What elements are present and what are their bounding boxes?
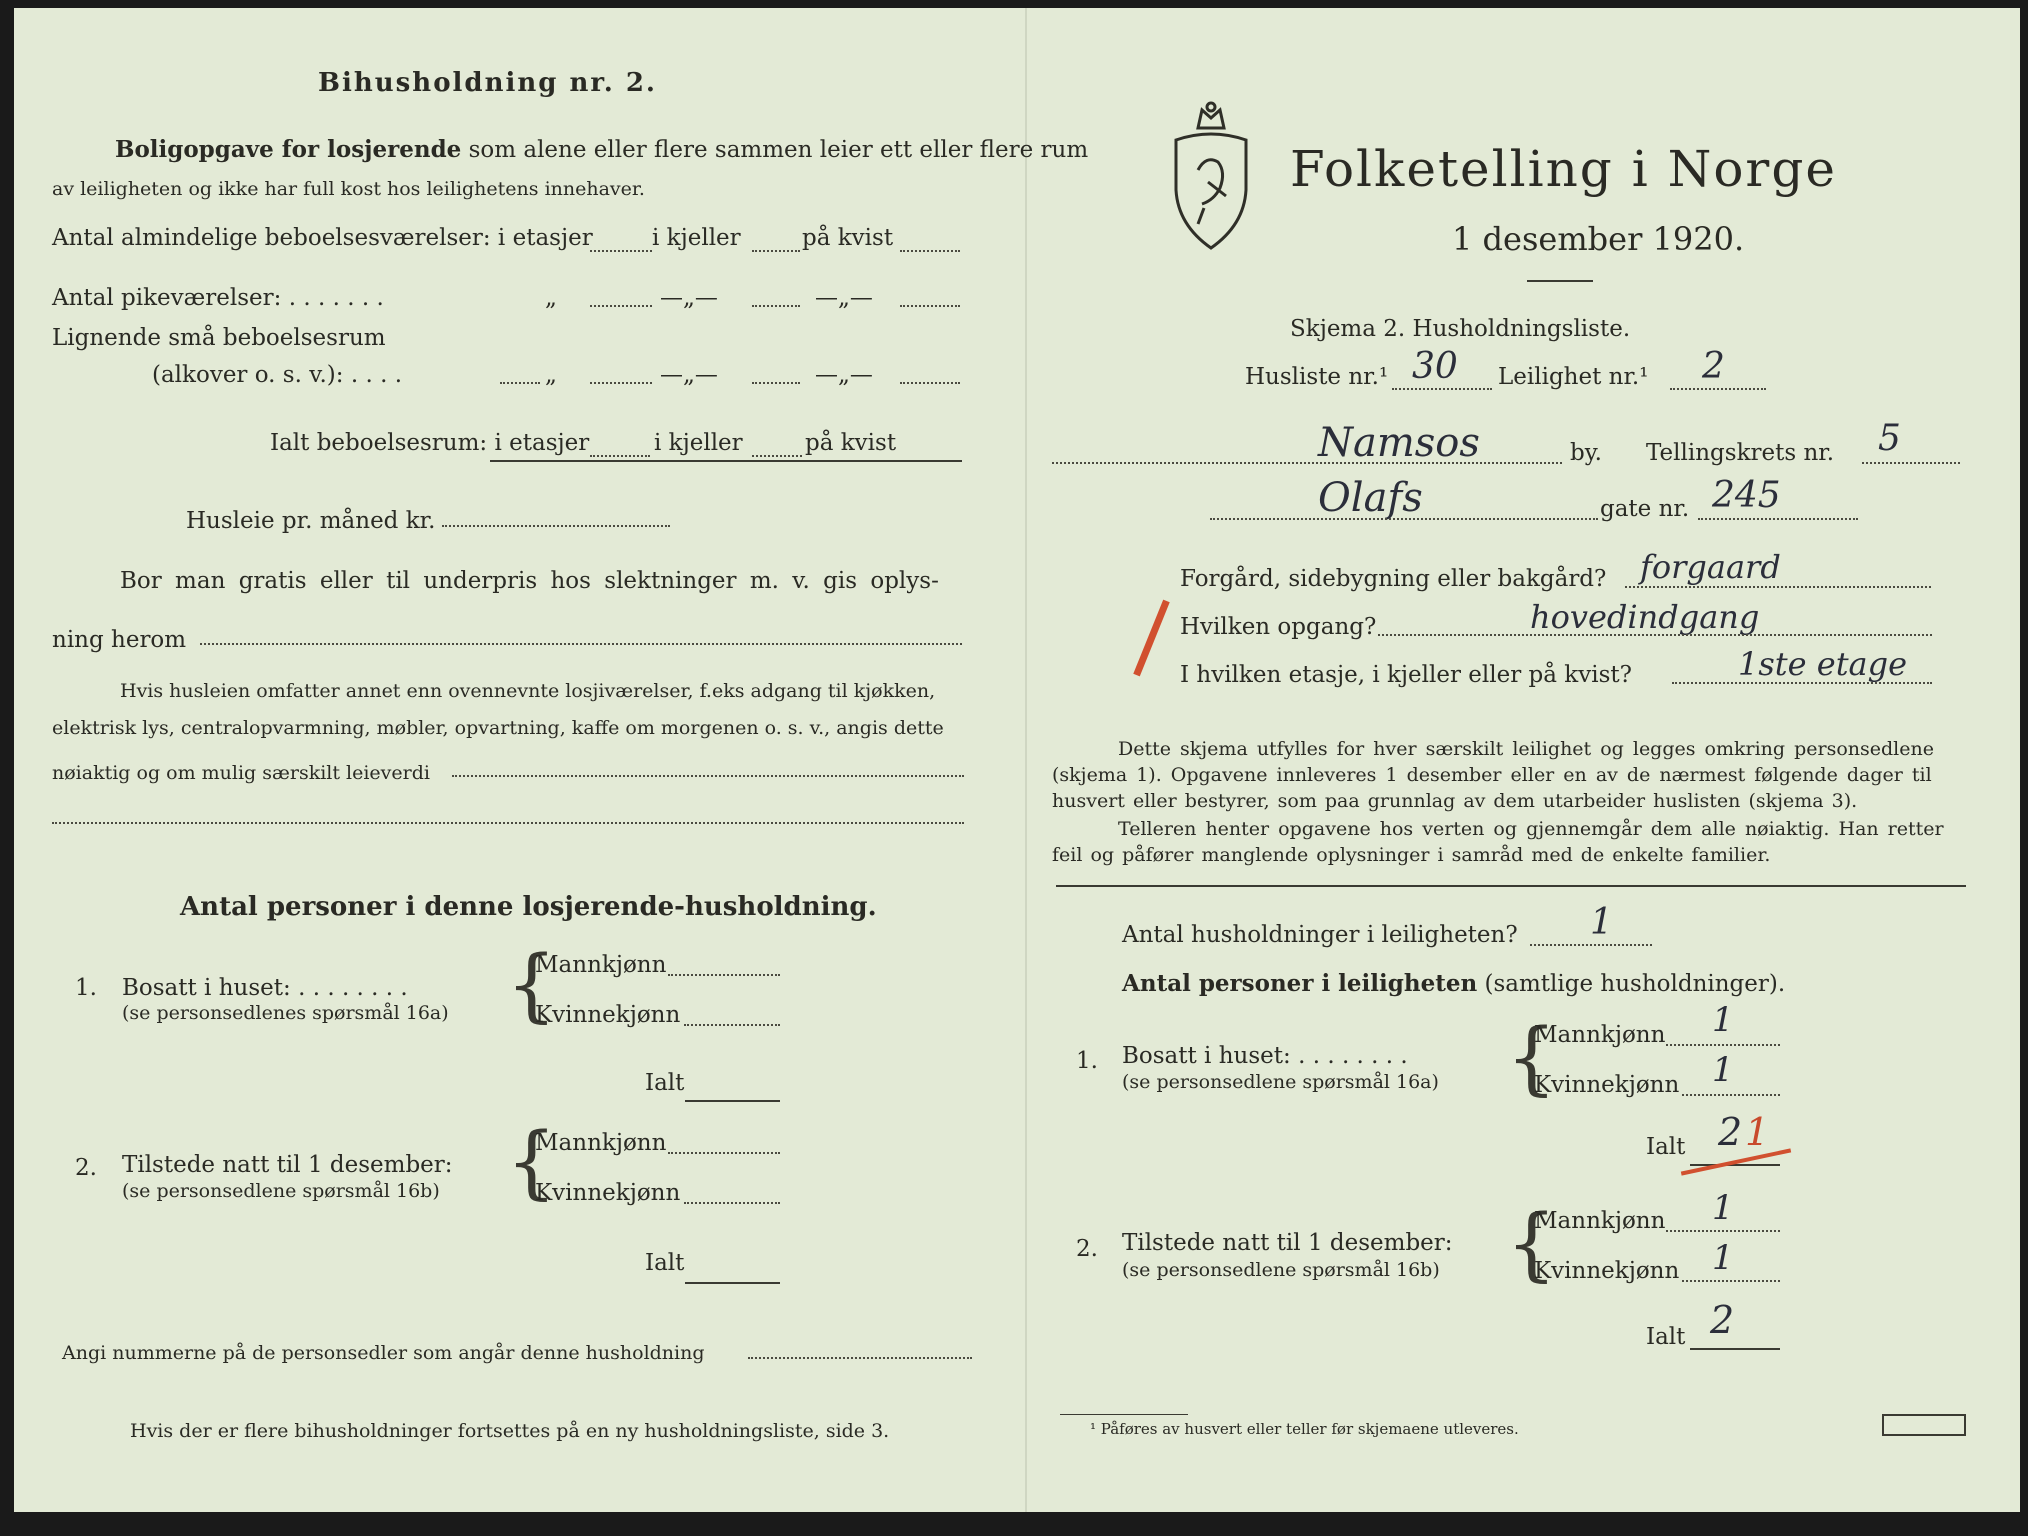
gate-nr-field (1698, 518, 1858, 520)
lign-label-1: Lignende små beboelsesrum (52, 325, 386, 351)
lign-label-2: (alkover o. s. v.): . . . . (152, 362, 403, 388)
opgang-field (1378, 634, 1932, 636)
lign-lead-field[interactable] (500, 382, 540, 384)
left-bosatt-ialt-label: Ialt (645, 1070, 685, 1096)
by-value[interactable]: Namsos (1318, 420, 1480, 466)
hvis-line-3: nøiaktig og om mulig særskilt leieverdi (52, 762, 430, 784)
lign-etasjer-field[interactable] (590, 382, 652, 384)
left-tilstede-label: Tilstede natt til 1 desember: (122, 1152, 453, 1178)
intro-line-2: av leiligheten og ikke har full kost hos leilighetens innehaver. (52, 178, 645, 200)
left-tilstede-mann-field[interactable] (668, 1152, 780, 1154)
husliste-value[interactable]: 30 (1412, 346, 1458, 387)
husliste-field (1392, 388, 1492, 390)
right-bosatt-ialt-label: Ialt (1646, 1134, 1686, 1160)
page-fold (1025, 8, 1027, 1512)
right-date: 1 desember 1920. (1452, 220, 1745, 258)
opgang-label: Hvilken opgang? (1180, 614, 1377, 640)
right-bosatt-label: Bosatt i huset: . . . . . . . . (1122, 1043, 1408, 1069)
right-tilstede-kvinne-value[interactable]: 1 (1712, 1238, 1734, 1278)
pike-etasjer-field[interactable] (590, 305, 652, 307)
right-title: Folketelling i Norge (1290, 140, 1837, 198)
left-tilstede-ialt-label: Ialt (645, 1250, 685, 1276)
left-tilstede-kvinne-label: Kvinnekjønn (535, 1180, 681, 1206)
by-label: by. (1570, 440, 1602, 466)
krets-value[interactable]: 5 (1878, 418, 1901, 459)
leilighet-label: Leilighet nr.¹ (1498, 364, 1649, 390)
right-bosatt-kvinne-field (1682, 1094, 1780, 1096)
antal-alm-label: Antal almindelige beboelsesværelser: i etasjer (52, 225, 593, 251)
right-bosatt-ialt-value[interactable]: 2 (1718, 1110, 1743, 1154)
pike-ditto: „ (545, 285, 557, 311)
husliste-label: Husliste nr.¹ (1245, 364, 1389, 390)
info-line-5: feil og påfører manglende oplysninger i samråd med de enkelte familier. (1052, 844, 1771, 866)
antal-pers-line (1122, 970, 1785, 997)
footnote-rule (1060, 1414, 1188, 1415)
left-bosatt-label: Bosatt i huset: . . . . . . . . (122, 975, 408, 1001)
antal-hush-field (1530, 944, 1652, 946)
right-tilstede-ialt-label: Ialt (1646, 1324, 1686, 1350)
etasje-field (1672, 682, 1932, 684)
intro-bold: Boligopgave for losjerende (115, 136, 462, 163)
right-tilstede-kvinne-label: Kvinnekjønn (1534, 1258, 1680, 1284)
bor-field[interactable] (200, 643, 962, 645)
printer-stamp-box (1882, 1414, 1966, 1436)
alm-kvist-field[interactable] (900, 250, 960, 252)
alm-kvist-label: på kvist (802, 225, 894, 251)
by-field (1052, 462, 1562, 464)
intro-line-1 (115, 136, 1088, 163)
right-bosatt-num: 1. (1076, 1048, 1098, 1074)
angi-field[interactable] (748, 1357, 972, 1359)
info-line-1: Dette skjema utfylles for hver særskilt leilighet og legges omkring personsedlene (1118, 738, 1934, 760)
antal-pers-bold: Antal personer i leiligheten (1122, 970, 1478, 997)
lign-kvist-field[interactable] (900, 382, 960, 384)
right-bosatt-mann-field (1666, 1044, 1780, 1046)
forgaard-field (1625, 586, 1931, 588)
right-tilstede-ialt-value[interactable]: 2 (1710, 1298, 1735, 1342)
husleie-field[interactable] (442, 525, 670, 527)
lign-ditto-2: —„— (660, 362, 718, 388)
info-rule (1056, 885, 1966, 887)
left-bosatt-ref: (se personsedlenes spørsmål 16a) (122, 1002, 449, 1024)
ialt-etasjer-field[interactable] (590, 455, 650, 457)
antal-hush-value[interactable]: 1 (1590, 902, 1613, 943)
pike-ditto-3: —„— (815, 285, 873, 311)
alm-kjeller-label: i kjeller (652, 225, 741, 251)
bor-line-1: Bor man gratis eller til underpris hos slektninger m. v. gis oplys- (120, 568, 939, 594)
gate-field (1210, 518, 1598, 520)
pike-kjeller-field[interactable] (752, 305, 800, 307)
forgaard-label: Forgård, sidebygning eller bakgård? (1180, 566, 1607, 592)
pike-kvist-field[interactable] (900, 305, 960, 307)
right-bosatt-kvinne-value[interactable]: 1 (1712, 1050, 1734, 1090)
right-bosatt-kvinne-label: Kvinnekjønn (1534, 1072, 1680, 1098)
info-line-4: Telleren henter opgavene hos verten og gjennemgår dem alle nøiaktig. Han retter (1118, 818, 1944, 840)
leieverdi-field-2[interactable] (52, 822, 964, 824)
right-tilstede-ialt-field (1690, 1348, 1780, 1350)
gate-value[interactable]: Olafs (1318, 475, 1423, 521)
krets-label: Tellingskrets nr. (1646, 440, 1835, 466)
lign-ditto: „ (545, 362, 557, 388)
right-bosatt-ref: (se personsedlene spørsmål 16a) (1122, 1071, 1439, 1093)
left-bosatt-mann-field[interactable] (668, 974, 780, 976)
antal-pers-rest: (samtlige husholdninger). (1484, 971, 1786, 997)
left-tilstede-mann-label: Mannkjønn (535, 1130, 667, 1156)
leilighet-field (1670, 388, 1766, 390)
left-bosatt-ialt-field[interactable] (685, 1100, 780, 1102)
right-tilstede-mann-label: Mannkjønn (1534, 1208, 1666, 1234)
left-tilstede-num: 2. (75, 1155, 97, 1181)
leilighet-value[interactable]: 2 (1702, 346, 1725, 387)
flere-note: Hvis der er flere bihusholdninger fortsettes på en ny husholdningsliste, side 3. (130, 1420, 890, 1442)
alm-etasjer-field[interactable] (590, 250, 652, 252)
opgang-value[interactable]: hovedindgang (1530, 598, 1760, 636)
ialt-bebo-label: Ialt beboelsesrum: i etasjer (270, 430, 590, 456)
leieverdi-field[interactable] (452, 775, 964, 777)
left-tilstede-kvinne-field[interactable] (684, 1202, 780, 1204)
left-antal-personer-heading: Antal personer i denne losjerende-husholdning. (180, 892, 877, 922)
footnote: ¹ Påføres av husvert eller teller før skjemaene utleveres. (1090, 1420, 1519, 1438)
date-rule (1527, 280, 1593, 282)
ialt-kvist-label: på kvist (805, 430, 897, 456)
left-tilstede-brace: { (506, 1115, 557, 1208)
left-bosatt-kvinne-label: Kvinnekjønn (535, 1002, 681, 1028)
antal-hush-label: Antal husholdninger i leiligheten? (1122, 922, 1518, 948)
angi-label: Angi nummerne på de personsedler som angår denne husholdning (62, 1342, 705, 1364)
right-tilstede-label: Tilstede natt til 1 desember: (1122, 1230, 1453, 1256)
krets-field (1862, 462, 1960, 464)
lign-ditto-3: —„— (815, 362, 873, 388)
skjema-label: Skjema 2. Husholdningsliste. (1290, 316, 1631, 342)
gate-label: gate nr. (1600, 496, 1690, 522)
intro-rest: som alene eller flere sammen leier ett eller flere rum (468, 137, 1089, 163)
left-tilstede-ref: (se personsedlene spørsmål 16b) (122, 1180, 440, 1202)
info-line-3: husvert eller bestyrer, som paa grunnlag av dem utarbeider huslisten (skjema 3). (1052, 790, 1858, 812)
right-bosatt-ialt-struck: 1 (1745, 1110, 1770, 1154)
gate-nr-value[interactable]: 245 (1712, 475, 1781, 516)
right-tilstede-num: 2. (1076, 1236, 1098, 1262)
left-title: Bihusholdning nr. 2. (318, 68, 657, 98)
husleie-label: Husleie pr. måned kr. (186, 508, 436, 534)
right-tilstede-kvinne-field (1682, 1280, 1780, 1282)
right-bosatt-mann-label: Mannkjønn (1534, 1022, 1666, 1048)
left-bosatt-mann-label: Mannkjønn (535, 952, 667, 978)
left-bosatt-brace: { (506, 938, 557, 1031)
hvis-line-2: elektrisk lys, centralopvarmning, møbler, opvartning, kaffe om morgenen o. s. v., angis dette (52, 717, 944, 739)
hvis-line-1: Hvis husleien omfatter annet enn ovennevnte losjiværelser, f.eks adgang til kjøkken, (120, 680, 936, 702)
left-tilstede-ialt-field[interactable] (685, 1282, 780, 1284)
pike-label: Antal pikeværelser: . . . . . . . (52, 285, 384, 311)
right-bosatt-mann-value[interactable]: 1 (1712, 1000, 1734, 1040)
right-tilstede-ref: (se personsedlene spørsmål 16b) (1122, 1259, 1440, 1281)
etasje-label: I hvilken etasje, i kjeller eller på kvist? (1180, 662, 1632, 688)
left-bosatt-kvinne-field[interactable] (684, 1024, 780, 1026)
right-tilstede-brace: { (1506, 1197, 1557, 1290)
alm-kjeller-field[interactable] (752, 250, 800, 252)
etasje-value[interactable]: 1ste etage (1738, 645, 1908, 683)
lign-kjeller-field[interactable] (752, 382, 800, 384)
info-line-2: (skjema 1). Opgavene innleveres 1 desember eller en av de nærmest følgende dager til (1052, 764, 1932, 786)
norway-coat-of-arms-icon (1168, 100, 1254, 252)
ialt-underline (490, 460, 962, 462)
forgaard-value[interactable]: forgaard (1640, 548, 1781, 586)
ialt-kjeller-field[interactable] (752, 455, 802, 457)
ialt-kjeller-label: i kjeller (654, 430, 743, 456)
right-tilstede-mann-field (1666, 1230, 1780, 1232)
right-tilstede-mann-value[interactable]: 1 (1712, 1188, 1734, 1228)
bor-line-2: ning herom (52, 627, 187, 653)
left-bosatt-num: 1. (75, 975, 97, 1001)
pike-ditto-2: —„— (660, 285, 718, 311)
right-bosatt-brace: { (1506, 1011, 1557, 1104)
